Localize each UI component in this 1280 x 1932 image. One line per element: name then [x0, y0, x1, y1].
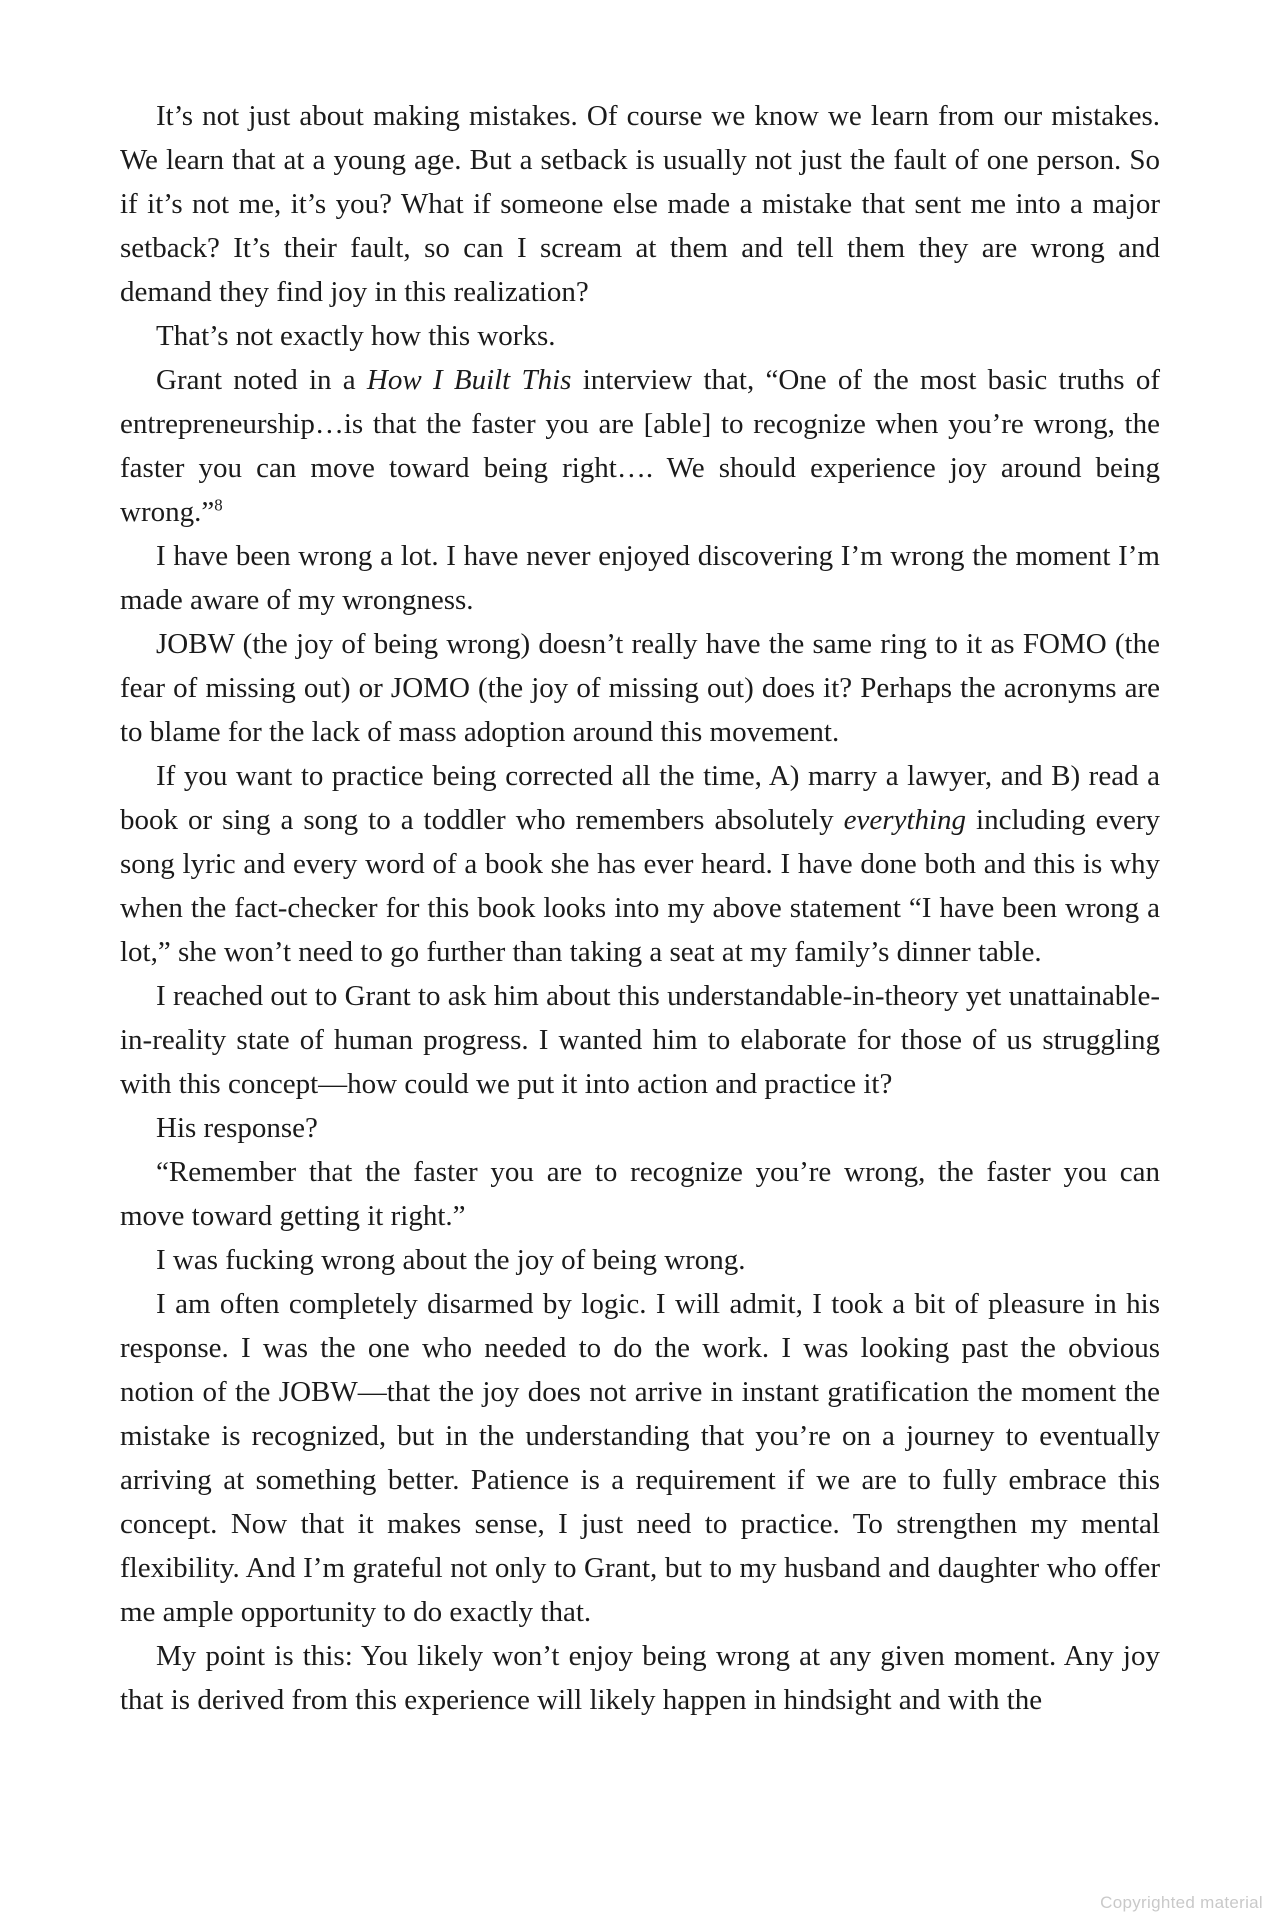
text-segment-normal: including every song lyric and every word of a book she has ever heard. I have done both and this is why when the fact-checker for this book looks into my above statement “I have been wrong a lot,” she won’t need to go further than taking a seat at my family’s dinner table. [120, 804, 1160, 968]
paragraph [120, 754, 1160, 974]
paragraph [120, 1150, 1160, 1238]
text-segment-normal: I was fucking wrong about the joy of being wrong. [156, 1244, 746, 1276]
paragraph [120, 534, 1160, 622]
paragraph [120, 974, 1160, 1106]
text-segment-italic: How I Built This [366, 364, 572, 396]
paragraph [120, 1634, 1160, 1722]
text-segment-normal: JOBW (the joy of being wrong) doesn’t really have the same ring to it as FOMO (the fear of missing out) or JOMO (the joy of missing out) does it? Perhaps the acronyms are to blame for the lack of mass adoption around this movement. [120, 628, 1160, 748]
paragraph [120, 1106, 1160, 1150]
text-segment-normal: “Remember that the faster you are to recognize you’re wrong, the faster you can move toward getting it right.” [120, 1156, 1160, 1232]
text-segment-italic: everything [843, 804, 967, 836]
text-segment-normal: I reached out to Grant to ask him about this understandable-in-theory yet unattainable-in-reality state of human progress. I wanted him to elaborate for those of us struggling with this concept—how could we put it into action and practice it? [120, 980, 1160, 1100]
paragraph [120, 622, 1160, 754]
text-segment-normal: interview that, “One of the most basic truths of entrepreneurship…is that the faster you are [able] to recognize when you’re wrong, the faster you can move toward being right…. We should experience joy around being wrong.” [120, 364, 1160, 528]
paragraph [120, 1238, 1160, 1282]
text-segment-normal: If you want to practice being corrected all the time, A) marry a lawyer, and B) read a book or sing a song to a toddler who remembers absolutely [120, 760, 1160, 836]
text-segment-normal: Grant noted in a [156, 364, 367, 396]
body-text [120, 94, 1160, 1722]
text-segment-normal: I have been wrong a lot. I have never enjoyed discovering I’m wrong the moment I’m made aware of my wrongness. [120, 540, 1160, 616]
text-segment-normal: It’s not just about making mistakes. Of course we know we learn from our mistakes. We learn that at a young age. But a setback is usually not just the fault of one person. So if it’s not me, it’s you? What if someone else made a mistake that sent me into a major setback? It’s their fault, so can I scream at them and tell them they are wrong and demand they find joy in this realization? [120, 100, 1160, 308]
paragraph [120, 94, 1160, 314]
text-segment-normal: My point is this: You likely won’t enjoy being wrong at any given moment. Any joy that is derived from this experience will likely happen in hindsight and with the [120, 1640, 1160, 1716]
text-segment-normal: That’s not exactly how this works. [156, 320, 556, 352]
paragraph [120, 1282, 1160, 1634]
paragraph [120, 358, 1160, 534]
text-segment-superscript: 8 [214, 495, 223, 515]
text-segment-normal: His response? [156, 1112, 318, 1144]
copyright-watermark: Copyrighted material [1100, 1893, 1263, 1912]
paragraph [120, 314, 1160, 358]
text-segment-normal: I am often completely disarmed by logic. I will admit, I took a bit of pleasure in his response. I was the one who needed to do the work. I was looking past the obvious notion of the JOBW—that the joy does not arrive in instant gratification the moment the mistake is recognized, but in the understanding that you’re on a journey to eventually arriving at something better. Patience is a requirement if we are to fully embrace this concept. Now that it makes sense, I just need to practice. To strengthen my mental flexibility. And I’m grateful not only to Grant, but to my husband and daughter who offer me ample opportunity to do exactly that. [120, 1288, 1160, 1628]
